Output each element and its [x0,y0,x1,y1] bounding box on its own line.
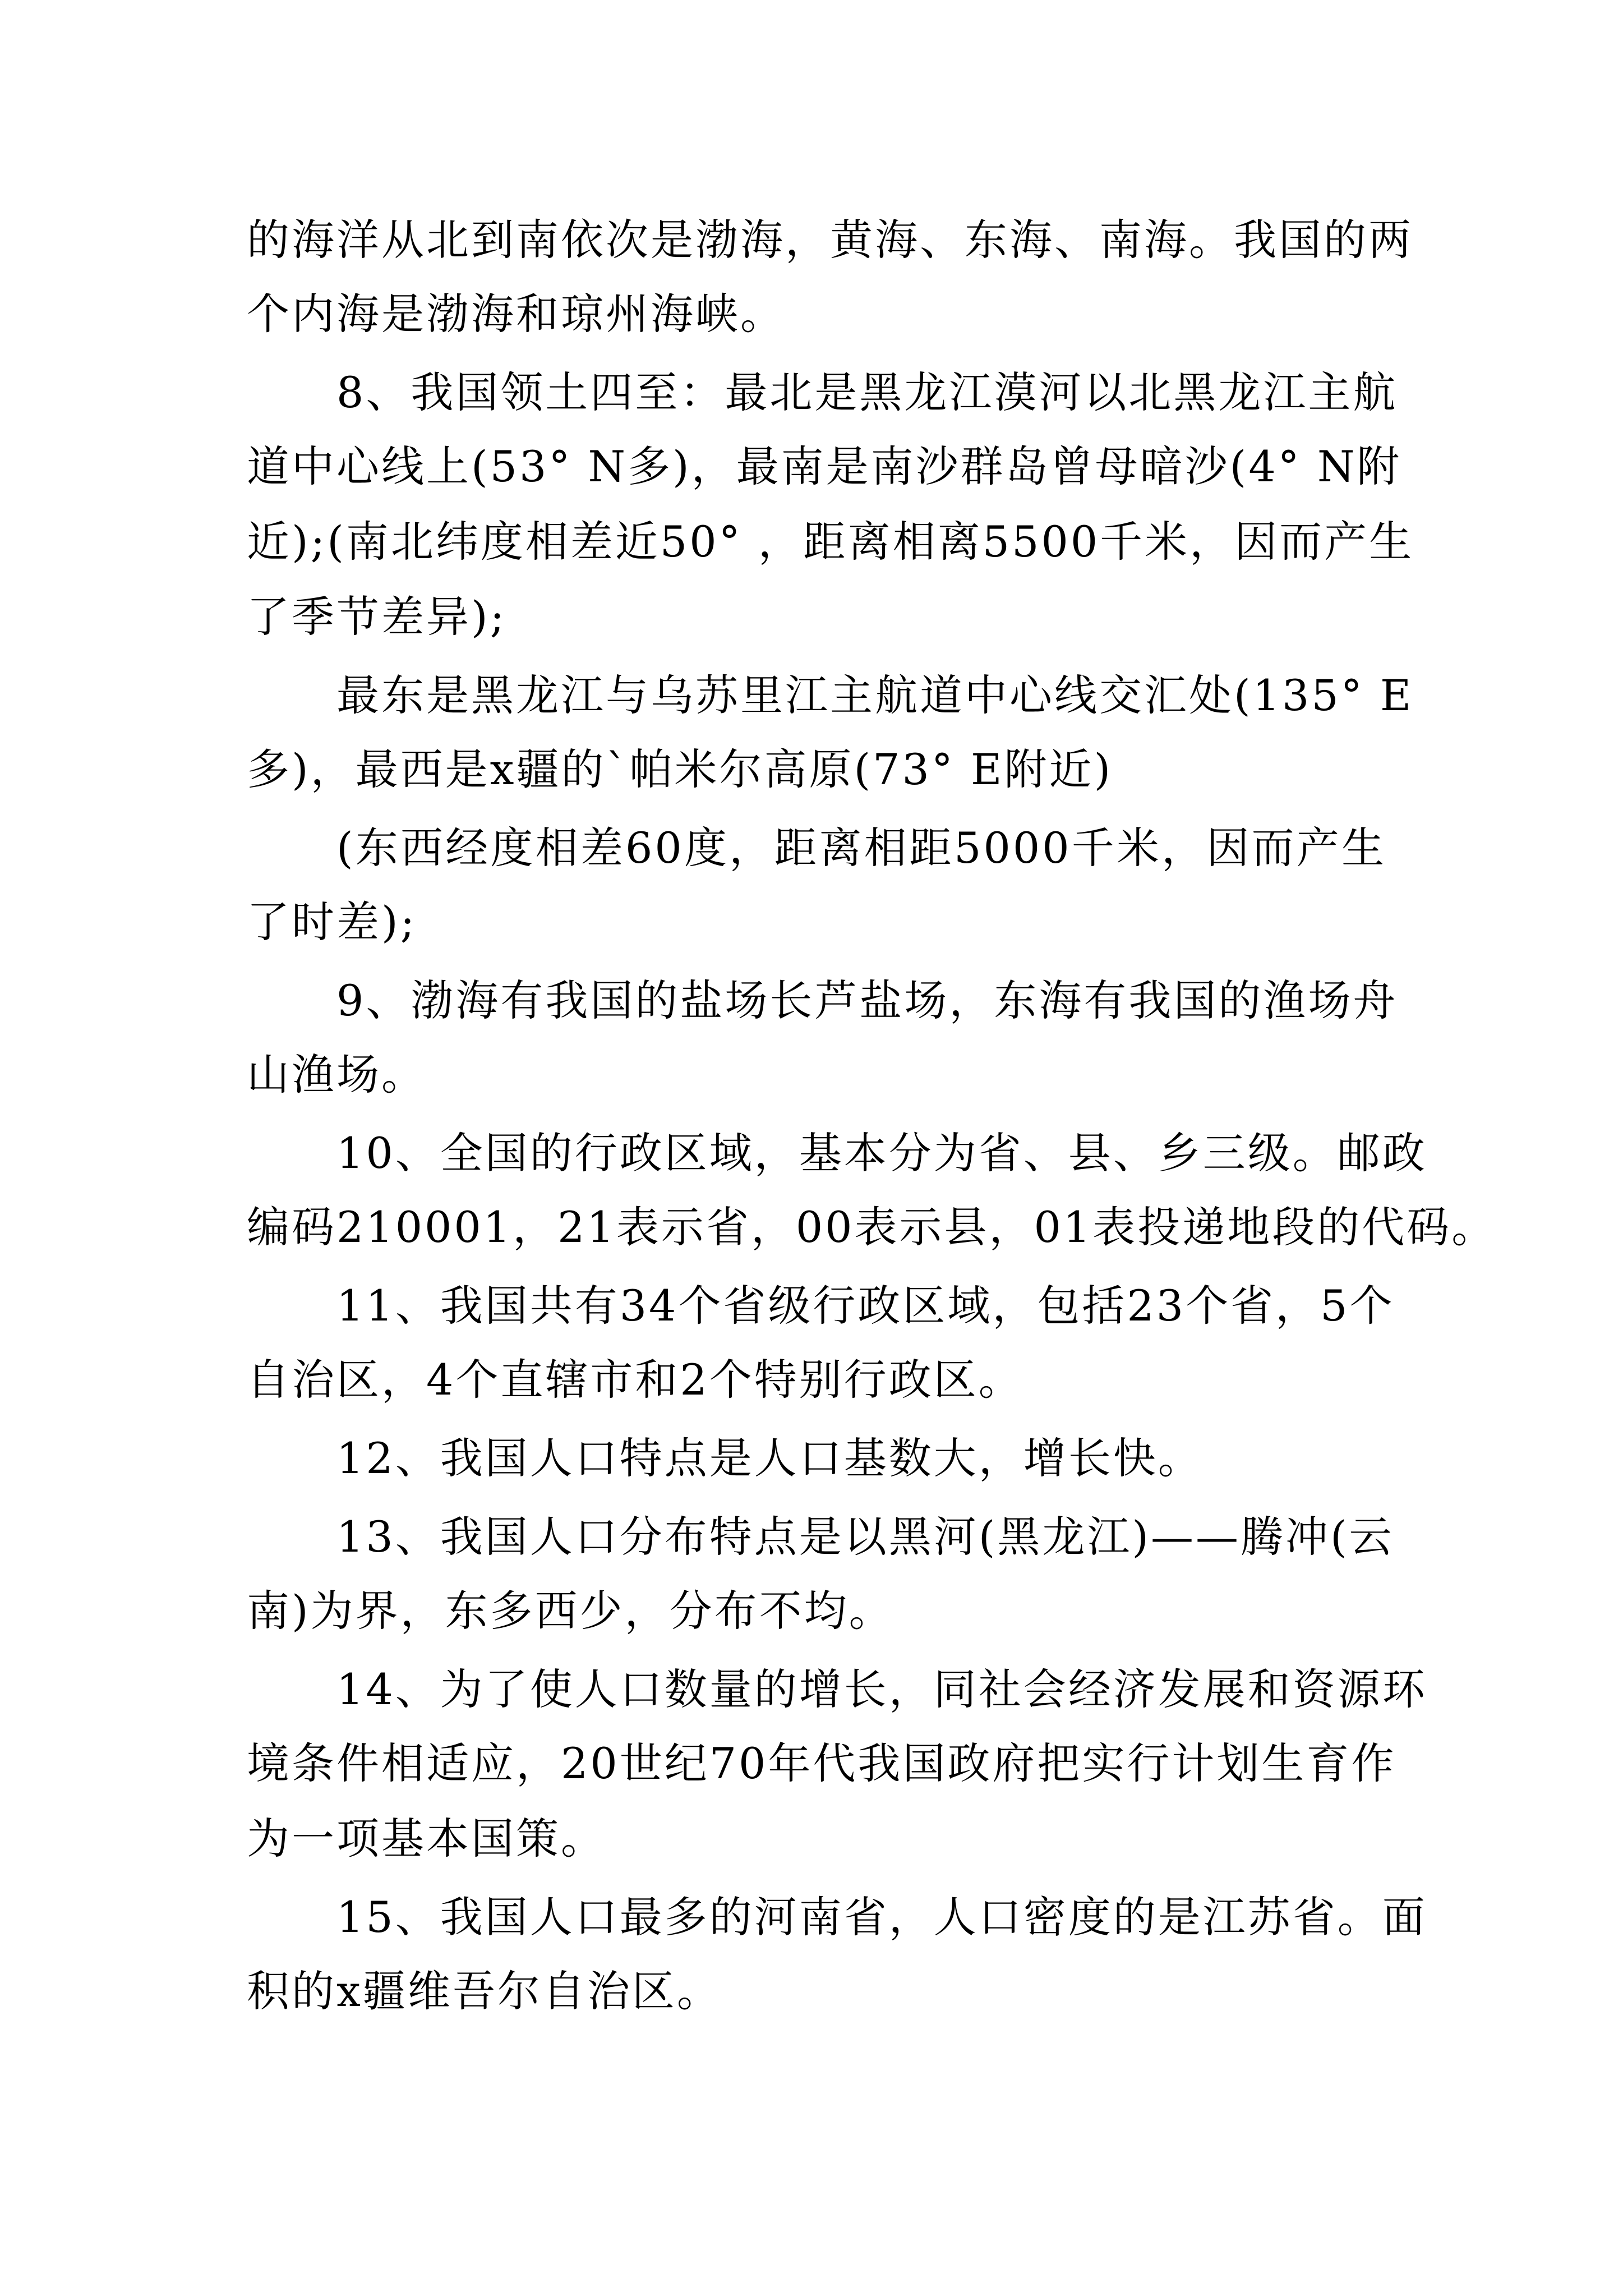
text-line: 自治区，4个直辖市和2个特别行政区。 [247,1355,1023,1405]
text-line: 了季节差异); [247,592,507,642]
text-line: 14、为了使人口数量的增长，同社会经济发展和资源环 [336,1664,1427,1714]
text-line: 山渔场。 [247,1050,426,1099]
text-line: 15、我国人口最多的河南省，人口密度的是江苏省。面 [336,1892,1427,1942]
text-line: 积的x疆维吾尔自治区。 [247,1966,722,2016]
text-line: 10、全国的行政区域，基本分为省、县、乡三级。邮政 [336,1128,1427,1178]
text-line: 多)，最西是x疆的`帕米尔高原(73° E附近) [247,744,1113,794]
text-line: 11、我国共有34个省级行政区域，包括23个省，5个 [336,1281,1395,1331]
text-line: 的海洋从北到南依次是渤海，黄海、东海、南海。我国的两 [247,215,1413,265]
text-line: 道中心线上(53° N多)，最南是南沙群岛曾母暗沙(4° N附 [247,441,1402,491]
text-line: (东西经度相差60度，距离相距5000千米，因而产生 [336,823,1386,873]
text-line: 了时差); [247,897,417,947]
text-line: 8、我国领土四至：最北是黑龙江漠河以北黑龙江主航 [336,367,1398,417]
text-line: 境条件相适应，20世纪70年代我国政府把实行计划生育作 [247,1738,1396,1788]
text-line: 近);(南北纬度相差近50° ，距离相离5500千米，因而产生 [247,517,1414,567]
text-line: 南)为界，东多西少，分布不均。 [247,1586,894,1636]
text-line: 编码210001，21表示省，00表示县，01表投递地段的代码。 [247,1202,1497,1252]
text-line: 13、我国人口分布特点是以黑河(黑龙江)——腾冲(云 [336,1512,1394,1562]
text-line: 个内海是渤海和琼州海峡。 [247,289,785,339]
text-line: 为一项基本国策。 [247,1814,606,1864]
text-line: 最东是黑龙江与乌苏里江主航道中心线交汇处(135° E [336,670,1414,720]
text-line: 9、渤海有我国的盐场长芦盐场，东海有我国的渔场舟 [336,976,1398,1025]
text-line: 12、我国人口特点是人口基数大，增长快。 [336,1433,1203,1483]
